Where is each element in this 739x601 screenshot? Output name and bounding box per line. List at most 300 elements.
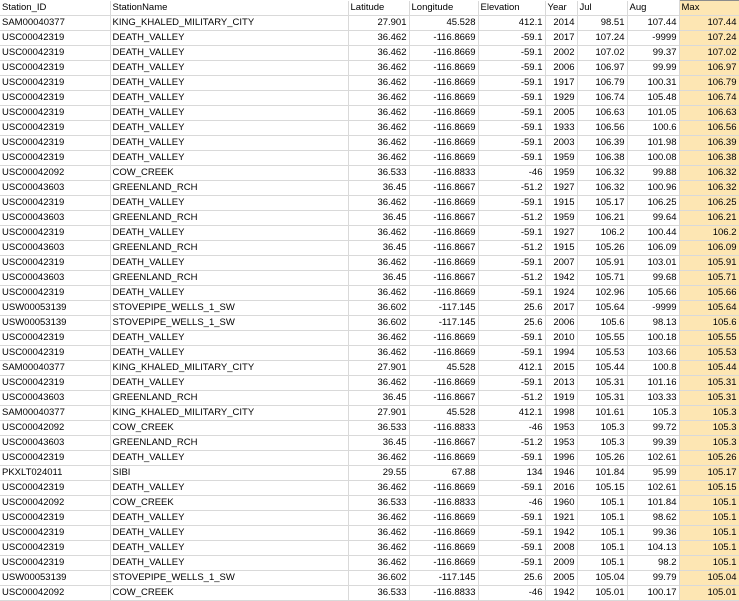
elevation-cell[interactable]: -59.1	[478, 46, 545, 61]
max-cell[interactable]: 106.74	[679, 91, 739, 106]
aug-cell[interactable]: 103.01	[627, 256, 679, 271]
jul-cell[interactable]: 106.63	[577, 106, 627, 121]
elevation-cell[interactable]: 412.1	[478, 361, 545, 376]
elevation-cell[interactable]: -59.1	[478, 541, 545, 556]
aug-cell[interactable]: 101.05	[627, 106, 679, 121]
station-id-cell[interactable]: PKXLT024011	[0, 466, 110, 481]
aug-cell[interactable]: 99.99	[627, 61, 679, 76]
aug-cell[interactable]: 99.36	[627, 526, 679, 541]
aug-cell[interactable]: 103.33	[627, 391, 679, 406]
station-id-cell[interactable]: USC00042319	[0, 91, 110, 106]
station-name-cell[interactable]: DEATH_VALLEY	[110, 121, 348, 136]
longitude-cell[interactable]: -117.145	[409, 316, 478, 331]
station-name-cell[interactable]: DEATH_VALLEY	[110, 196, 348, 211]
station-id-cell[interactable]: USC00042319	[0, 151, 110, 166]
elevation-cell[interactable]: -51.2	[478, 241, 545, 256]
aug-cell[interactable]: 98.13	[627, 316, 679, 331]
station-id-cell[interactable]: USC00042319	[0, 481, 110, 496]
elevation-cell[interactable]: 25.6	[478, 316, 545, 331]
year-cell[interactable]: 1994	[545, 346, 577, 361]
longitude-cell[interactable]: -116.8667	[409, 391, 478, 406]
aug-cell[interactable]: 99.64	[627, 211, 679, 226]
station-name-cell[interactable]: DEATH_VALLEY	[110, 226, 348, 241]
elevation-cell[interactable]: -59.1	[478, 286, 545, 301]
station-id-cell[interactable]: USC00042319	[0, 346, 110, 361]
jul-cell[interactable]: 105.3	[577, 421, 627, 436]
header-station-id[interactable]: Station_ID	[0, 1, 110, 16]
jul-cell[interactable]: 105.6	[577, 316, 627, 331]
jul-cell[interactable]: 106.32	[577, 181, 627, 196]
station-id-cell[interactable]: USC00042319	[0, 106, 110, 121]
station-name-cell[interactable]: KING_KHALED_MILITARY_CITY	[110, 406, 348, 421]
station-name-cell[interactable]: DEATH_VALLEY	[110, 286, 348, 301]
aug-cell[interactable]: 101.84	[627, 496, 679, 511]
aug-cell[interactable]: 99.39	[627, 436, 679, 451]
year-cell[interactable]: 2006	[545, 61, 577, 76]
longitude-cell[interactable]: -116.8667	[409, 181, 478, 196]
aug-cell[interactable]: 105.66	[627, 286, 679, 301]
latitude-cell[interactable]: 36.45	[348, 211, 409, 226]
longitude-cell[interactable]: -116.8669	[409, 541, 478, 556]
station-id-cell[interactable]: USC00042092	[0, 496, 110, 511]
jul-cell[interactable]: 106.79	[577, 76, 627, 91]
elevation-cell[interactable]: -59.1	[478, 511, 545, 526]
max-cell[interactable]: 105.66	[679, 286, 739, 301]
station-name-cell[interactable]: GREENLAND_RCH	[110, 181, 348, 196]
year-cell[interactable]: 2007	[545, 256, 577, 271]
station-name-cell[interactable]: COW_CREEK	[110, 496, 348, 511]
header-latitude[interactable]: Latitude	[348, 1, 409, 16]
aug-cell[interactable]: 100.6	[627, 121, 679, 136]
max-cell[interactable]: 106.97	[679, 61, 739, 76]
max-cell[interactable]: 106.2	[679, 226, 739, 241]
max-cell[interactable]: 105.3	[679, 406, 739, 421]
longitude-cell[interactable]: -116.8833	[409, 166, 478, 181]
jul-cell[interactable]: 105.3	[577, 436, 627, 451]
jul-cell[interactable]: 105.17	[577, 196, 627, 211]
latitude-cell[interactable]: 36.462	[348, 286, 409, 301]
elevation-cell[interactable]: -51.2	[478, 436, 545, 451]
elevation-cell[interactable]: -46	[478, 421, 545, 436]
latitude-cell[interactable]: 36.45	[348, 271, 409, 286]
max-cell[interactable]: 107.02	[679, 46, 739, 61]
station-id-cell[interactable]: USC00042319	[0, 121, 110, 136]
station-id-cell[interactable]: USC00042319	[0, 331, 110, 346]
station-name-cell[interactable]: SIBI	[110, 466, 348, 481]
max-cell[interactable]: 106.32	[679, 166, 739, 181]
year-cell[interactable]: 1921	[545, 511, 577, 526]
jul-cell[interactable]: 105.1	[577, 511, 627, 526]
station-id-cell[interactable]: USC00042319	[0, 46, 110, 61]
year-cell[interactable]: 1924	[545, 286, 577, 301]
year-cell[interactable]: 1942	[545, 586, 577, 601]
header-max[interactable]: Max	[679, 1, 739, 16]
station-name-cell[interactable]: DEATH_VALLEY	[110, 556, 348, 571]
latitude-cell[interactable]: 36.462	[348, 451, 409, 466]
elevation-cell[interactable]: -59.1	[478, 331, 545, 346]
station-id-cell[interactable]: USC00042319	[0, 556, 110, 571]
latitude-cell[interactable]: 36.533	[348, 496, 409, 511]
station-id-cell[interactable]: USC00042319	[0, 256, 110, 271]
max-cell[interactable]: 106.56	[679, 121, 739, 136]
aug-cell[interactable]: 104.13	[627, 541, 679, 556]
jul-cell[interactable]: 106.2	[577, 226, 627, 241]
station-name-cell[interactable]: DEATH_VALLEY	[110, 346, 348, 361]
max-cell[interactable]: 106.25	[679, 196, 739, 211]
elevation-cell[interactable]: -59.1	[478, 376, 545, 391]
longitude-cell[interactable]: -116.8669	[409, 31, 478, 46]
longitude-cell[interactable]: -116.8669	[409, 346, 478, 361]
elevation-cell[interactable]: 25.6	[478, 571, 545, 586]
longitude-cell[interactable]: -116.8669	[409, 46, 478, 61]
longitude-cell[interactable]: -116.8667	[409, 271, 478, 286]
longitude-cell[interactable]: 45.528	[409, 406, 478, 421]
station-name-cell[interactable]: DEATH_VALLEY	[110, 526, 348, 541]
year-cell[interactable]: 2005	[545, 106, 577, 121]
station-name-cell[interactable]: GREENLAND_RCH	[110, 241, 348, 256]
max-cell[interactable]: 105.44	[679, 361, 739, 376]
jul-cell[interactable]: 106.74	[577, 91, 627, 106]
elevation-cell[interactable]: 25.6	[478, 301, 545, 316]
max-cell[interactable]: 105.91	[679, 256, 739, 271]
year-cell[interactable]: 1959	[545, 211, 577, 226]
latitude-cell[interactable]: 36.45	[348, 241, 409, 256]
max-cell[interactable]: 105.1	[679, 496, 739, 511]
year-cell[interactable]: 1915	[545, 241, 577, 256]
max-cell[interactable]: 105.15	[679, 481, 739, 496]
aug-cell[interactable]: 103.66	[627, 346, 679, 361]
latitude-cell[interactable]: 36.602	[348, 316, 409, 331]
year-cell[interactable]: 1953	[545, 421, 577, 436]
header-longitude[interactable]: Longitude	[409, 1, 478, 16]
station-name-cell[interactable]: GREENLAND_RCH	[110, 211, 348, 226]
year-cell[interactable]: 2003	[545, 136, 577, 151]
station-name-cell[interactable]: GREENLAND_RCH	[110, 271, 348, 286]
elevation-cell[interactable]: -59.1	[478, 151, 545, 166]
aug-cell[interactable]: 106.09	[627, 241, 679, 256]
aug-cell[interactable]: 98.62	[627, 511, 679, 526]
aug-cell[interactable]: 99.88	[627, 166, 679, 181]
aug-cell[interactable]: 100.96	[627, 181, 679, 196]
jul-cell[interactable]: 105.55	[577, 331, 627, 346]
aug-cell[interactable]: 105.48	[627, 91, 679, 106]
station-name-cell[interactable]: DEATH_VALLEY	[110, 91, 348, 106]
jul-cell[interactable]: 107.24	[577, 31, 627, 46]
latitude-cell[interactable]: 36.462	[348, 481, 409, 496]
station-id-cell[interactable]: SAM00040377	[0, 406, 110, 421]
latitude-cell[interactable]: 36.45	[348, 436, 409, 451]
station-id-cell[interactable]: USC00043603	[0, 436, 110, 451]
longitude-cell[interactable]: 45.528	[409, 361, 478, 376]
year-cell[interactable]: 1917	[545, 76, 577, 91]
year-cell[interactable]: 2010	[545, 331, 577, 346]
header-year[interactable]: Year	[545, 1, 577, 16]
longitude-cell[interactable]: -116.8669	[409, 286, 478, 301]
max-cell[interactable]: 105.3	[679, 436, 739, 451]
elevation-cell[interactable]: -59.1	[478, 61, 545, 76]
elevation-cell[interactable]: -46	[478, 166, 545, 181]
max-cell[interactable]: 105.31	[679, 376, 739, 391]
latitude-cell[interactable]: 36.602	[348, 571, 409, 586]
longitude-cell[interactable]: -116.8669	[409, 121, 478, 136]
year-cell[interactable]: 1933	[545, 121, 577, 136]
year-cell[interactable]: 1946	[545, 466, 577, 481]
max-cell[interactable]: 106.09	[679, 241, 739, 256]
latitude-cell[interactable]: 36.462	[348, 226, 409, 241]
max-cell[interactable]: 106.39	[679, 136, 739, 151]
station-id-cell[interactable]: USW00053139	[0, 316, 110, 331]
aug-cell[interactable]: 95.99	[627, 466, 679, 481]
longitude-cell[interactable]: -116.8669	[409, 106, 478, 121]
longitude-cell[interactable]: -116.8669	[409, 526, 478, 541]
station-id-cell[interactable]: USC00042319	[0, 136, 110, 151]
station-id-cell[interactable]: USC00042319	[0, 31, 110, 46]
longitude-cell[interactable]: -116.8669	[409, 481, 478, 496]
elevation-cell[interactable]: -51.2	[478, 271, 545, 286]
year-cell[interactable]: 1942	[545, 526, 577, 541]
station-id-cell[interactable]: USC00042319	[0, 226, 110, 241]
station-id-cell[interactable]: SAM00040377	[0, 16, 110, 31]
station-name-cell[interactable]: KING_KHALED_MILITARY_CITY	[110, 361, 348, 376]
station-id-cell[interactable]: USC00043603	[0, 181, 110, 196]
year-cell[interactable]: 1959	[545, 151, 577, 166]
latitude-cell[interactable]: 36.533	[348, 166, 409, 181]
aug-cell[interactable]: 106.25	[627, 196, 679, 211]
station-id-cell[interactable]: USC00042319	[0, 376, 110, 391]
station-id-cell[interactable]: USC00042319	[0, 511, 110, 526]
jul-cell[interactable]: 98.51	[577, 16, 627, 31]
elevation-cell[interactable]: 134	[478, 466, 545, 481]
elevation-cell[interactable]: -59.1	[478, 31, 545, 46]
elevation-cell[interactable]: -51.2	[478, 391, 545, 406]
max-cell[interactable]: 106.38	[679, 151, 739, 166]
max-cell[interactable]: 105.17	[679, 466, 739, 481]
year-cell[interactable]: 1927	[545, 181, 577, 196]
year-cell[interactable]: 1915	[545, 196, 577, 211]
jul-cell[interactable]: 106.38	[577, 151, 627, 166]
aug-cell[interactable]: 102.61	[627, 481, 679, 496]
year-cell[interactable]: 1998	[545, 406, 577, 421]
aug-cell[interactable]: 101.98	[627, 136, 679, 151]
jul-cell[interactable]: 105.04	[577, 571, 627, 586]
elevation-cell[interactable]: 412.1	[478, 406, 545, 421]
year-cell[interactable]: 1927	[545, 226, 577, 241]
longitude-cell[interactable]: -116.8667	[409, 436, 478, 451]
station-name-cell[interactable]: DEATH_VALLEY	[110, 61, 348, 76]
station-name-cell[interactable]: COW_CREEK	[110, 421, 348, 436]
latitude-cell[interactable]: 27.901	[348, 406, 409, 421]
max-cell[interactable]: 106.21	[679, 211, 739, 226]
elevation-cell[interactable]: -59.1	[478, 196, 545, 211]
jul-cell[interactable]: 105.1	[577, 496, 627, 511]
year-cell[interactable]: 2008	[545, 541, 577, 556]
year-cell[interactable]: 2006	[545, 316, 577, 331]
station-id-cell[interactable]: USW00053139	[0, 571, 110, 586]
jul-cell[interactable]: 105.26	[577, 451, 627, 466]
station-name-cell[interactable]: DEATH_VALLEY	[110, 76, 348, 91]
jul-cell[interactable]: 106.32	[577, 166, 627, 181]
latitude-cell[interactable]: 36.462	[348, 526, 409, 541]
year-cell[interactable]: 1929	[545, 91, 577, 106]
aug-cell[interactable]: 98.2	[627, 556, 679, 571]
elevation-cell[interactable]: -59.1	[478, 226, 545, 241]
aug-cell[interactable]: 100.44	[627, 226, 679, 241]
jul-cell[interactable]: 101.84	[577, 466, 627, 481]
station-id-cell[interactable]: USC00043603	[0, 271, 110, 286]
elevation-cell[interactable]: -59.1	[478, 106, 545, 121]
year-cell[interactable]: 1953	[545, 436, 577, 451]
station-name-cell[interactable]: DEATH_VALLEY	[110, 106, 348, 121]
elevation-cell[interactable]: -59.1	[478, 526, 545, 541]
jul-cell[interactable]: 105.1	[577, 541, 627, 556]
max-cell[interactable]: 105.6	[679, 316, 739, 331]
station-id-cell[interactable]: USC00042092	[0, 421, 110, 436]
jul-cell[interactable]: 106.97	[577, 61, 627, 76]
max-cell[interactable]: 105.55	[679, 331, 739, 346]
latitude-cell[interactable]: 36.462	[348, 541, 409, 556]
longitude-cell[interactable]: 45.528	[409, 16, 478, 31]
latitude-cell[interactable]: 36.462	[348, 31, 409, 46]
elevation-cell[interactable]: -59.1	[478, 451, 545, 466]
jul-cell[interactable]: 105.15	[577, 481, 627, 496]
station-name-cell[interactable]: STOVEPIPE_WELLS_1_SW	[110, 316, 348, 331]
longitude-cell[interactable]: -116.8669	[409, 76, 478, 91]
aug-cell[interactable]: 102.61	[627, 451, 679, 466]
latitude-cell[interactable]: 36.462	[348, 136, 409, 151]
max-cell[interactable]: 105.53	[679, 346, 739, 361]
jul-cell[interactable]: 101.61	[577, 406, 627, 421]
latitude-cell[interactable]: 36.462	[348, 196, 409, 211]
jul-cell[interactable]: 105.31	[577, 391, 627, 406]
jul-cell[interactable]: 105.1	[577, 556, 627, 571]
year-cell[interactable]: 1959	[545, 166, 577, 181]
station-id-cell[interactable]: USC00042319	[0, 526, 110, 541]
max-cell[interactable]: 105.04	[679, 571, 739, 586]
latitude-cell[interactable]: 36.462	[348, 331, 409, 346]
jul-cell[interactable]: 106.56	[577, 121, 627, 136]
elevation-cell[interactable]: -46	[478, 586, 545, 601]
station-name-cell[interactable]: DEATH_VALLEY	[110, 511, 348, 526]
aug-cell[interactable]: 101.16	[627, 376, 679, 391]
max-cell[interactable]: 107.44	[679, 16, 739, 31]
elevation-cell[interactable]: -59.1	[478, 556, 545, 571]
station-name-cell[interactable]: DEATH_VALLEY	[110, 331, 348, 346]
station-name-cell[interactable]: DEATH_VALLEY	[110, 376, 348, 391]
max-cell[interactable]: 105.3	[679, 421, 739, 436]
max-cell[interactable]: 105.1	[679, 541, 739, 556]
aug-cell[interactable]: 107.44	[627, 16, 679, 31]
longitude-cell[interactable]: -116.8669	[409, 226, 478, 241]
jul-cell[interactable]: 105.53	[577, 346, 627, 361]
latitude-cell[interactable]: 36.462	[348, 76, 409, 91]
station-name-cell[interactable]: DEATH_VALLEY	[110, 256, 348, 271]
jul-cell[interactable]: 102.96	[577, 286, 627, 301]
header-jul[interactable]: Jul	[577, 1, 627, 16]
longitude-cell[interactable]: -116.8669	[409, 61, 478, 76]
latitude-cell[interactable]: 36.462	[348, 91, 409, 106]
longitude-cell[interactable]: -116.8669	[409, 331, 478, 346]
station-name-cell[interactable]: GREENLAND_RCH	[110, 436, 348, 451]
station-name-cell[interactable]: DEATH_VALLEY	[110, 451, 348, 466]
longitude-cell[interactable]: -116.8667	[409, 211, 478, 226]
year-cell[interactable]: 2015	[545, 361, 577, 376]
year-cell[interactable]: 2017	[545, 301, 577, 316]
latitude-cell[interactable]: 27.901	[348, 16, 409, 31]
jul-cell[interactable]: 105.01	[577, 586, 627, 601]
longitude-cell[interactable]: -116.8667	[409, 241, 478, 256]
elevation-cell[interactable]: -59.1	[478, 481, 545, 496]
longitude-cell[interactable]: -116.8669	[409, 376, 478, 391]
longitude-cell[interactable]: -117.145	[409, 301, 478, 316]
max-cell[interactable]: 105.1	[679, 556, 739, 571]
jul-cell[interactable]: 107.02	[577, 46, 627, 61]
station-name-cell[interactable]: DEATH_VALLEY	[110, 46, 348, 61]
longitude-cell[interactable]: -116.8669	[409, 196, 478, 211]
jul-cell[interactable]: 106.21	[577, 211, 627, 226]
year-cell[interactable]: 1919	[545, 391, 577, 406]
longitude-cell[interactable]: -116.8669	[409, 256, 478, 271]
jul-cell[interactable]: 105.64	[577, 301, 627, 316]
longitude-cell[interactable]: -116.8669	[409, 136, 478, 151]
year-cell[interactable]: 2014	[545, 16, 577, 31]
elevation-cell[interactable]: -46	[478, 496, 545, 511]
elevation-cell[interactable]: -59.1	[478, 346, 545, 361]
latitude-cell[interactable]: 36.462	[348, 511, 409, 526]
latitude-cell[interactable]: 29.55	[348, 466, 409, 481]
longitude-cell[interactable]: -116.8669	[409, 556, 478, 571]
latitude-cell[interactable]: 36.602	[348, 301, 409, 316]
station-id-cell[interactable]: USC00042319	[0, 286, 110, 301]
latitude-cell[interactable]: 27.901	[348, 361, 409, 376]
station-name-cell[interactable]: DEATH_VALLEY	[110, 481, 348, 496]
latitude-cell[interactable]: 36.462	[348, 46, 409, 61]
station-id-cell[interactable]: USC00043603	[0, 241, 110, 256]
year-cell[interactable]: 2016	[545, 481, 577, 496]
year-cell[interactable]: 2009	[545, 556, 577, 571]
station-name-cell[interactable]: STOVEPIPE_WELLS_1_SW	[110, 571, 348, 586]
elevation-cell[interactable]: 412.1	[478, 16, 545, 31]
station-name-cell[interactable]: KING_KHALED_MILITARY_CITY	[110, 16, 348, 31]
jul-cell[interactable]: 106.39	[577, 136, 627, 151]
station-id-cell[interactable]: USC00043603	[0, 211, 110, 226]
latitude-cell[interactable]: 36.45	[348, 181, 409, 196]
elevation-cell[interactable]: -59.1	[478, 136, 545, 151]
year-cell[interactable]: 2013	[545, 376, 577, 391]
year-cell[interactable]: 2017	[545, 31, 577, 46]
jul-cell[interactable]: 105.26	[577, 241, 627, 256]
elevation-cell[interactable]: -59.1	[478, 91, 545, 106]
aug-cell[interactable]: 100.17	[627, 586, 679, 601]
aug-cell[interactable]: 100.18	[627, 331, 679, 346]
station-name-cell[interactable]: COW_CREEK	[110, 166, 348, 181]
aug-cell[interactable]: 99.79	[627, 571, 679, 586]
station-id-cell[interactable]: USC00042319	[0, 451, 110, 466]
header-elevation[interactable]: Elevation	[478, 1, 545, 16]
aug-cell[interactable]: 100.31	[627, 76, 679, 91]
latitude-cell[interactable]: 36.462	[348, 61, 409, 76]
year-cell[interactable]: 1960	[545, 496, 577, 511]
aug-cell[interactable]: 100.8	[627, 361, 679, 376]
station-name-cell[interactable]: DEATH_VALLEY	[110, 31, 348, 46]
station-name-cell[interactable]: GREENLAND_RCH	[110, 391, 348, 406]
station-id-cell[interactable]: USC00042319	[0, 76, 110, 91]
station-id-cell[interactable]: USC00043603	[0, 391, 110, 406]
longitude-cell[interactable]: -116.8833	[409, 586, 478, 601]
longitude-cell[interactable]: -117.145	[409, 571, 478, 586]
longitude-cell[interactable]: -116.8669	[409, 451, 478, 466]
year-cell[interactable]: 2005	[545, 571, 577, 586]
station-id-cell[interactable]: SAM00040377	[0, 361, 110, 376]
